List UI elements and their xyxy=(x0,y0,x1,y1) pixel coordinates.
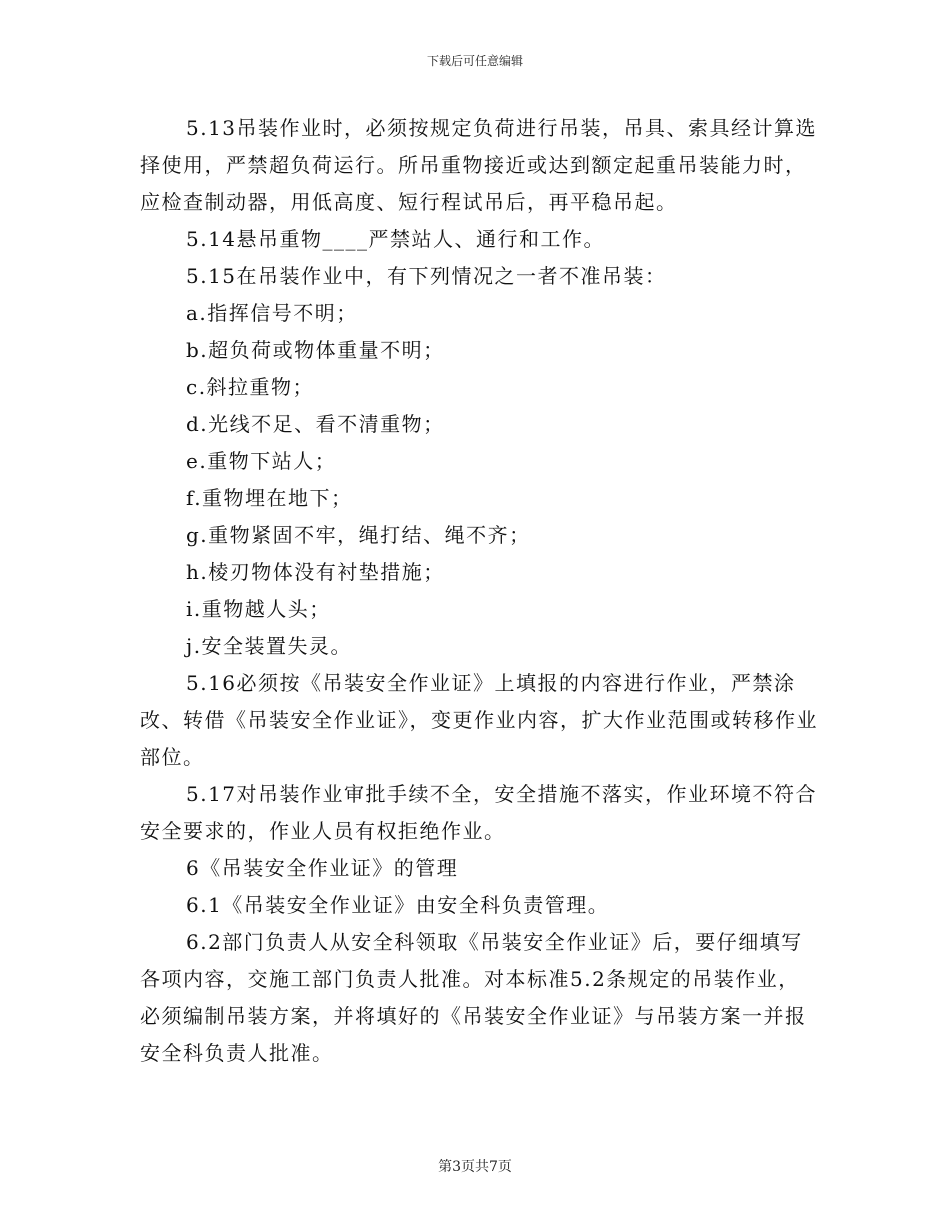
section-heading-6: 6《吊装安全作业证》的管理 xyxy=(186,856,459,880)
list-item-c: c.斜拉重物； xyxy=(186,375,315,399)
list-item-i: i.重物越人头； xyxy=(186,597,331,621)
page-number: 第3页共7页 xyxy=(438,1159,512,1175)
list-item-g: g.重物紧固不牢，绳打结、绳不齐； xyxy=(186,523,531,547)
page-header-note: 下载后可任意编辑 xyxy=(426,54,523,68)
document-body xyxy=(140,110,820,1072)
paragraph-5-16: 5.16必须按《吊装安全作业证》上填报的内容进行作业，严禁涂改、转借《吊装安全作业证》，变更作业内容，扩大作业范围或转移作业部位。 xyxy=(140,671,818,769)
paragraph-6-1: 6.1《吊装安全作业证》由安全科负责管理。 xyxy=(186,893,610,917)
list-item-b: b.超负荷或物体重量不明； xyxy=(186,338,445,362)
paragraph-5-14: 5.14悬吊重物____严禁站人、通行和工作。 xyxy=(186,227,606,251)
paragraph-5-15: 5.15在吊装作业中，有下列情况之一者不准吊装： xyxy=(186,264,667,288)
paragraph-5-13: 5.13吊装作业时，必须按规定负荷进行吊装，吊具、索具经计算选择使用，严禁超负荷运行。所吊重物接近或达到额定起重吊装能力时，应检查制动器，用低高度、短行程试吊后，再平稳吊起。 xyxy=(140,116,818,214)
list-item-e: e.重物下站人； xyxy=(186,449,337,473)
list-item-h: h.棱刃物体没有衬垫措施； xyxy=(186,560,445,584)
paragraph-6-2: 6.2部门负责人从安全科领取《吊装安全作业证》后，要仔细填写各项内容，交施工部门负责人批准。对本标准5.2条规定的吊装作业，必须编制吊装方案，并将填好的《吊装安全作业证》与吊装方案一并报安全科负责人批准。 xyxy=(140,930,807,1065)
list-item-f: f.重物埋在地下； xyxy=(186,486,353,510)
paragraph-5-17: 5.17对吊装作业审批手续不全，安全措施不落实，作业环境不符合安全要求的，作业人员有权拒绝作业。 xyxy=(140,782,818,843)
list-item-a: a.指挥信号不明； xyxy=(186,301,358,325)
list-item-j: j.安全装置失灵。 xyxy=(186,634,353,658)
list-item-d: d.光线不足、看不清重物； xyxy=(186,412,445,436)
